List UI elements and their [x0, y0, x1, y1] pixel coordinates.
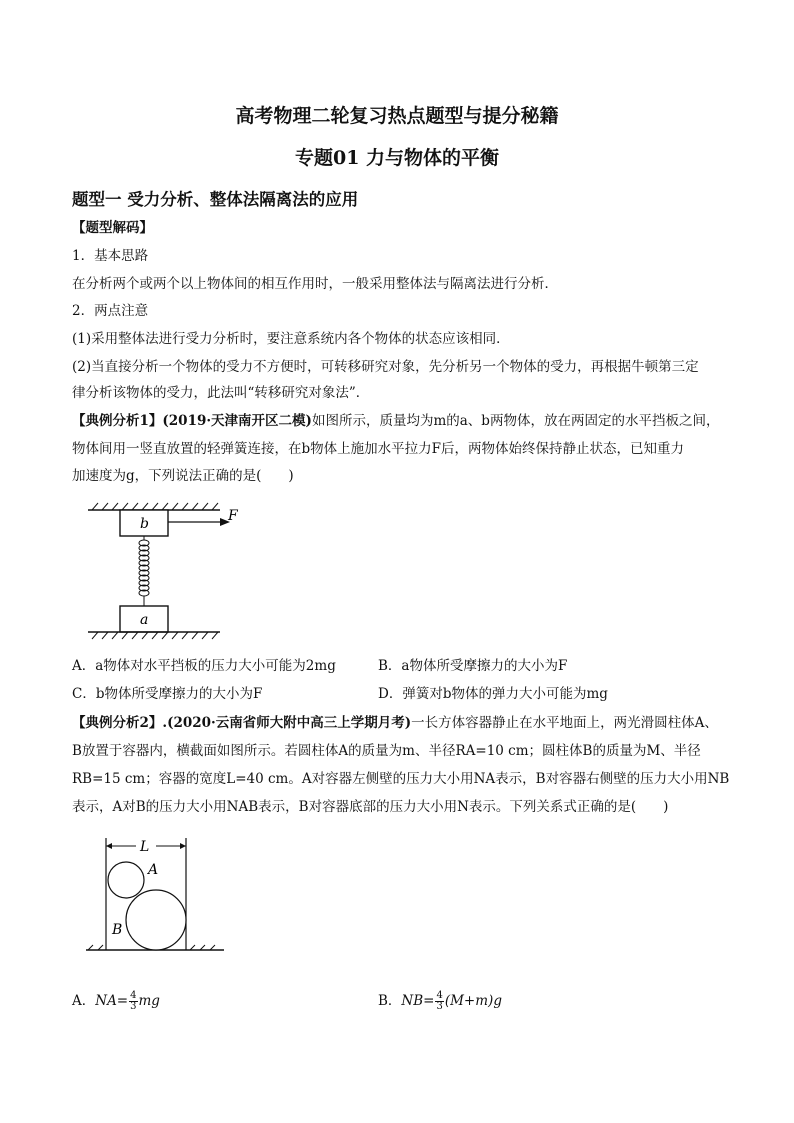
force-label: F: [228, 508, 238, 524]
section-heading: 题型一 受力分析、整体法隔离法的应用: [72, 190, 359, 209]
example2-line1: 【典例分析2】.(2020·云南省师大附中高三上学期月考)一长方体容器静止在水平地面上，两光滑圆柱体A、: [72, 715, 718, 731]
cylinder-a: [108, 862, 144, 898]
example2-line2: B放置于容器内，横截面如图所示。若圆柱体A的质量为m、半径RA=10 cm；圆柱体B的质量为M、半径: [72, 743, 701, 759]
example2-option-a: A．NA= $\frac{4}{3}$ mg: [72, 990, 160, 1012]
example2-label: 【典例分析2】.(2020·云南省师大附中高三上学期月考): [72, 715, 412, 731]
example1-option-d: D．弹簧对b物体的弹力大小可能为mg: [378, 686, 608, 702]
example1-option-b: B．a物体所受摩擦力的大小为F: [378, 658, 568, 674]
block-b-label: b: [140, 516, 149, 532]
cylinders-container-figure: [84, 834, 234, 956]
document-subtitle: 专题01 力与物体的平衡: [294, 147, 500, 169]
document-title: 高考物理二轮复习热点题型与提分秘籍: [235, 105, 559, 127]
spring: [139, 536, 149, 606]
width-label: L: [140, 839, 150, 855]
example1-line3: 加速度为g，下列说法正确的是( ): [72, 468, 294, 484]
fraction: $\frac{4}{3}$: [436, 990, 443, 1012]
fraction: $\frac{4}{3}$: [130, 990, 137, 1012]
example2-line3: RB=15 cm；容器的宽度L=40 cm。A对容器左侧壁的压力大小用NA表示，B对容器右侧壁的压力大小用NB: [72, 771, 730, 787]
cylinder-b: [126, 890, 186, 950]
point2-title: 2．两点注意: [72, 303, 149, 319]
example1-line2: 物体间用一竖直放置的轻弹簧连接，在b物体上施加水平拉力F后，两物体始终保持静止状态，已知重力: [72, 441, 685, 457]
point2-item1: (1)采用整体法进行受力分析时，要注意系统内各个物体的状态应该相同．: [72, 331, 510, 347]
example2-line4: 表示，A对B的压力大小用NAB表示，B对容器底部的压力大小用N表示。下列关系式正确的是( ): [72, 799, 669, 815]
cylinder-b-label: B: [112, 922, 123, 938]
example1-option-c: C．b物体所受摩擦力的大小为F: [72, 686, 263, 702]
spring-blocks-figure: [80, 498, 260, 644]
point1-text: 在分析两个或两个以上物体间的相互作用时，一般采用整体法与隔离法进行分析．: [72, 276, 558, 292]
decode-label: 【题型解码】: [72, 220, 153, 236]
cylinder-a-label: A: [148, 862, 159, 878]
point1-title: 1．基本思路: [72, 248, 149, 264]
example1-option-a: A．a物体对水平挡板的压力大小可能为2mg: [72, 658, 336, 674]
point2-item2-line2: 律分析该物体的受力，此法叫“转移研究对象法”．: [72, 385, 370, 401]
point2-item2-line1: (2)当直接分析一个物体的受力不方便时，可转移研究对象，先分析另一个物体的受力，再根据牛顿第三定: [72, 359, 699, 375]
example2-option-b: B．NB= $\frac{4}{3}$ (M+m)g: [378, 990, 502, 1012]
example1-line1: 【典例分析1】(2019·天津南开区二模)如图所示，质量均为m的a、b两物体，放在两固定的水平挡板之间，: [72, 413, 720, 429]
block-a-label: a: [140, 612, 149, 628]
example1-label: 【典例分析1】(2019·天津南开区二模): [72, 413, 312, 429]
